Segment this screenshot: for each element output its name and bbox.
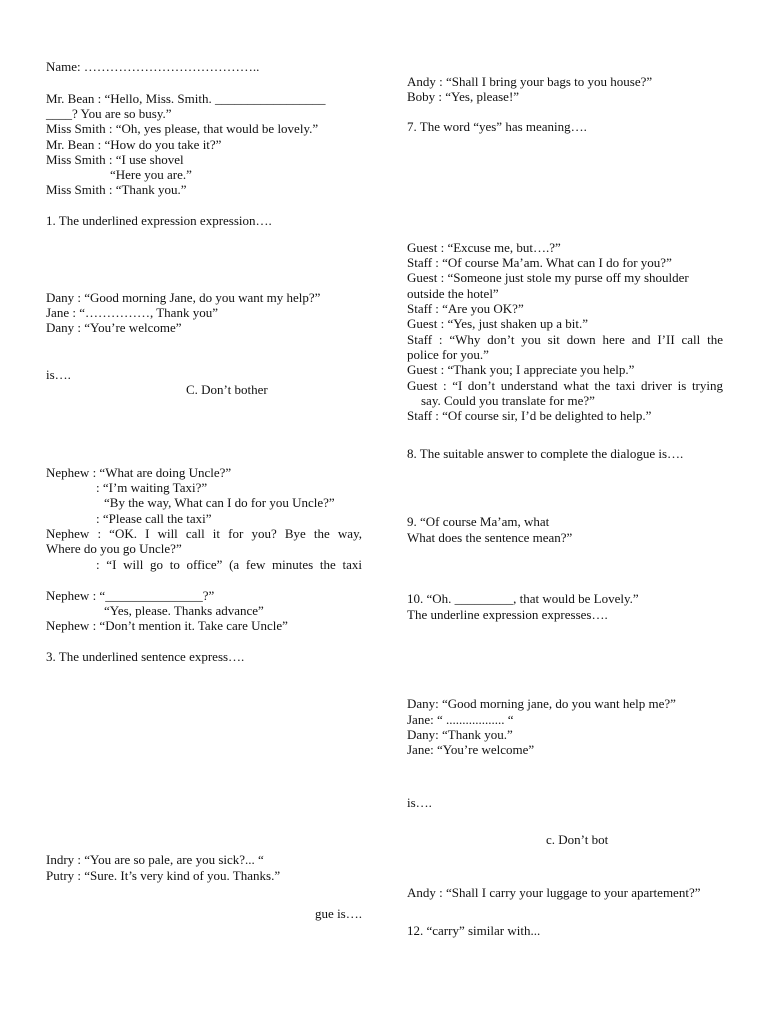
- question-8: 8. The suitable answer to complete the dialogue is….: [407, 446, 684, 461]
- dialogue-line: Guest : “I don’t understand what the taxi driver is trying: [407, 378, 723, 393]
- dialogue-line: Dany : “You’re welcome”: [46, 320, 182, 335]
- dialogue-line: Andy : “Shall I carry your luggage to your apartement?”: [407, 885, 701, 900]
- dialogue-line: Miss Smith : “Oh, yes please, that would be lovely.”: [46, 121, 319, 136]
- dialogue-line: “Here you are.”: [110, 167, 192, 182]
- dialogue-line: Nephew : “OK. I will call it for you? Bye the way,: [46, 526, 362, 541]
- dialogue-line: say. Could you translate for me?”: [421, 393, 595, 408]
- dialogue-line: Andy : “Shall I bring your bags to you house?”: [407, 74, 653, 89]
- question-3: 3. The underlined sentence express….: [46, 649, 245, 664]
- dialogue-line: Nephew : “_______________?”: [46, 588, 215, 603]
- dialogue-line: Guest : “Excuse me, but….?”: [407, 240, 561, 255]
- dialogue-line: Putry : “Sure. It’s very kind of you. Thanks.”: [46, 868, 281, 883]
- dialogue-line: Dany : “Good morning Jane, do you want my help?”: [46, 290, 321, 305]
- dialogue-line: Mr. Bean : “Hello, Miss. Smith. _________________: [46, 91, 326, 106]
- question-10-line-2: The underline expression expresses….: [407, 607, 608, 622]
- dialogue-line: “By the way, What can I do for you Uncle?”: [104, 495, 335, 510]
- dialogue-line: Indry : “You are so pale, are you sick?... “: [46, 852, 264, 867]
- dialogue-line: Jane : “……………, Thank you”: [46, 305, 218, 320]
- dialogue-line: Guest : “Yes, just shaken up a bit.”: [407, 316, 589, 331]
- question-9-line-2: What does the sentence mean?”: [407, 530, 573, 545]
- dialogue-line: Jane: “You’re welcome”: [407, 742, 535, 757]
- dialogue-line: police for you.”: [407, 347, 489, 362]
- question-stem: is….: [46, 367, 71, 382]
- answer-option: c. Don’t bot: [546, 832, 609, 847]
- dialogue-line: Nephew : “What are doing Uncle?”: [46, 465, 232, 480]
- dialogue-line: : “Please call the taxi”: [96, 511, 212, 526]
- question-9: 9. “Of course Ma’am, what: [407, 514, 550, 529]
- dialogue-line: Staff : “Why don’t you sit down here and I’II call the: [407, 332, 723, 347]
- dialogue-line: Guest : “Someone just stole my purse off my shoulder: [407, 270, 689, 285]
- dialogue-line: Nephew : “Don’t mention it. Take care Uncle”: [46, 618, 288, 633]
- question-12: 12. “carry” similar with...: [407, 923, 541, 938]
- dialogue-line: Where do you go Uncle?”: [46, 541, 182, 556]
- dialogue-line: Miss Smith : “I use shovel: [46, 152, 184, 167]
- question-10: 10. “Oh. _________, that would be Lovely.”: [407, 591, 639, 606]
- dialogue-line: Dany: “Good morning jane, do you want help me?”: [407, 696, 676, 711]
- dialogue-line: Guest : “Thank you; I appreciate you help.”: [407, 362, 635, 377]
- dialogue-line: Jane: “ .................. “: [407, 712, 514, 727]
- dialogue-line: ____? You are so busy.”: [46, 106, 172, 121]
- question-stem: is….: [407, 795, 432, 810]
- dialogue-line: Dany: “Thank you.”: [407, 727, 513, 742]
- dialogue-line: Miss Smith : “Thank you.”: [46, 182, 187, 197]
- question-fragment: gue is….: [315, 906, 362, 921]
- name-line: Name: …………………………………..: [46, 59, 260, 74]
- dialogue-line: Staff : “Are you OK?”: [407, 301, 524, 316]
- question-7: 7. The word “yes” has meaning….: [407, 119, 587, 134]
- dialogue-line: Boby : “Yes, please!”: [407, 89, 520, 104]
- dialogue-line: “Yes, please. Thanks advance”: [104, 603, 264, 618]
- dialogue-line: Staff : “Of course sir, I’d be delighted to help.”: [407, 408, 652, 423]
- answer-option: C. Don’t bother: [186, 382, 268, 397]
- dialogue-line: outside the hotel”: [407, 286, 499, 301]
- dialogue-line: Mr. Bean : “How do you take it?”: [46, 137, 222, 152]
- dialogue-line: : “I’m waiting Taxi?”: [96, 480, 208, 495]
- dialogue-line: : “I will go to office” (a few minutes the taxi: [96, 557, 362, 572]
- dialogue-line: Staff : “Of course Ma’am. What can I do for you?”: [407, 255, 672, 270]
- question-1: 1. The underlined expression expression….: [46, 213, 272, 228]
